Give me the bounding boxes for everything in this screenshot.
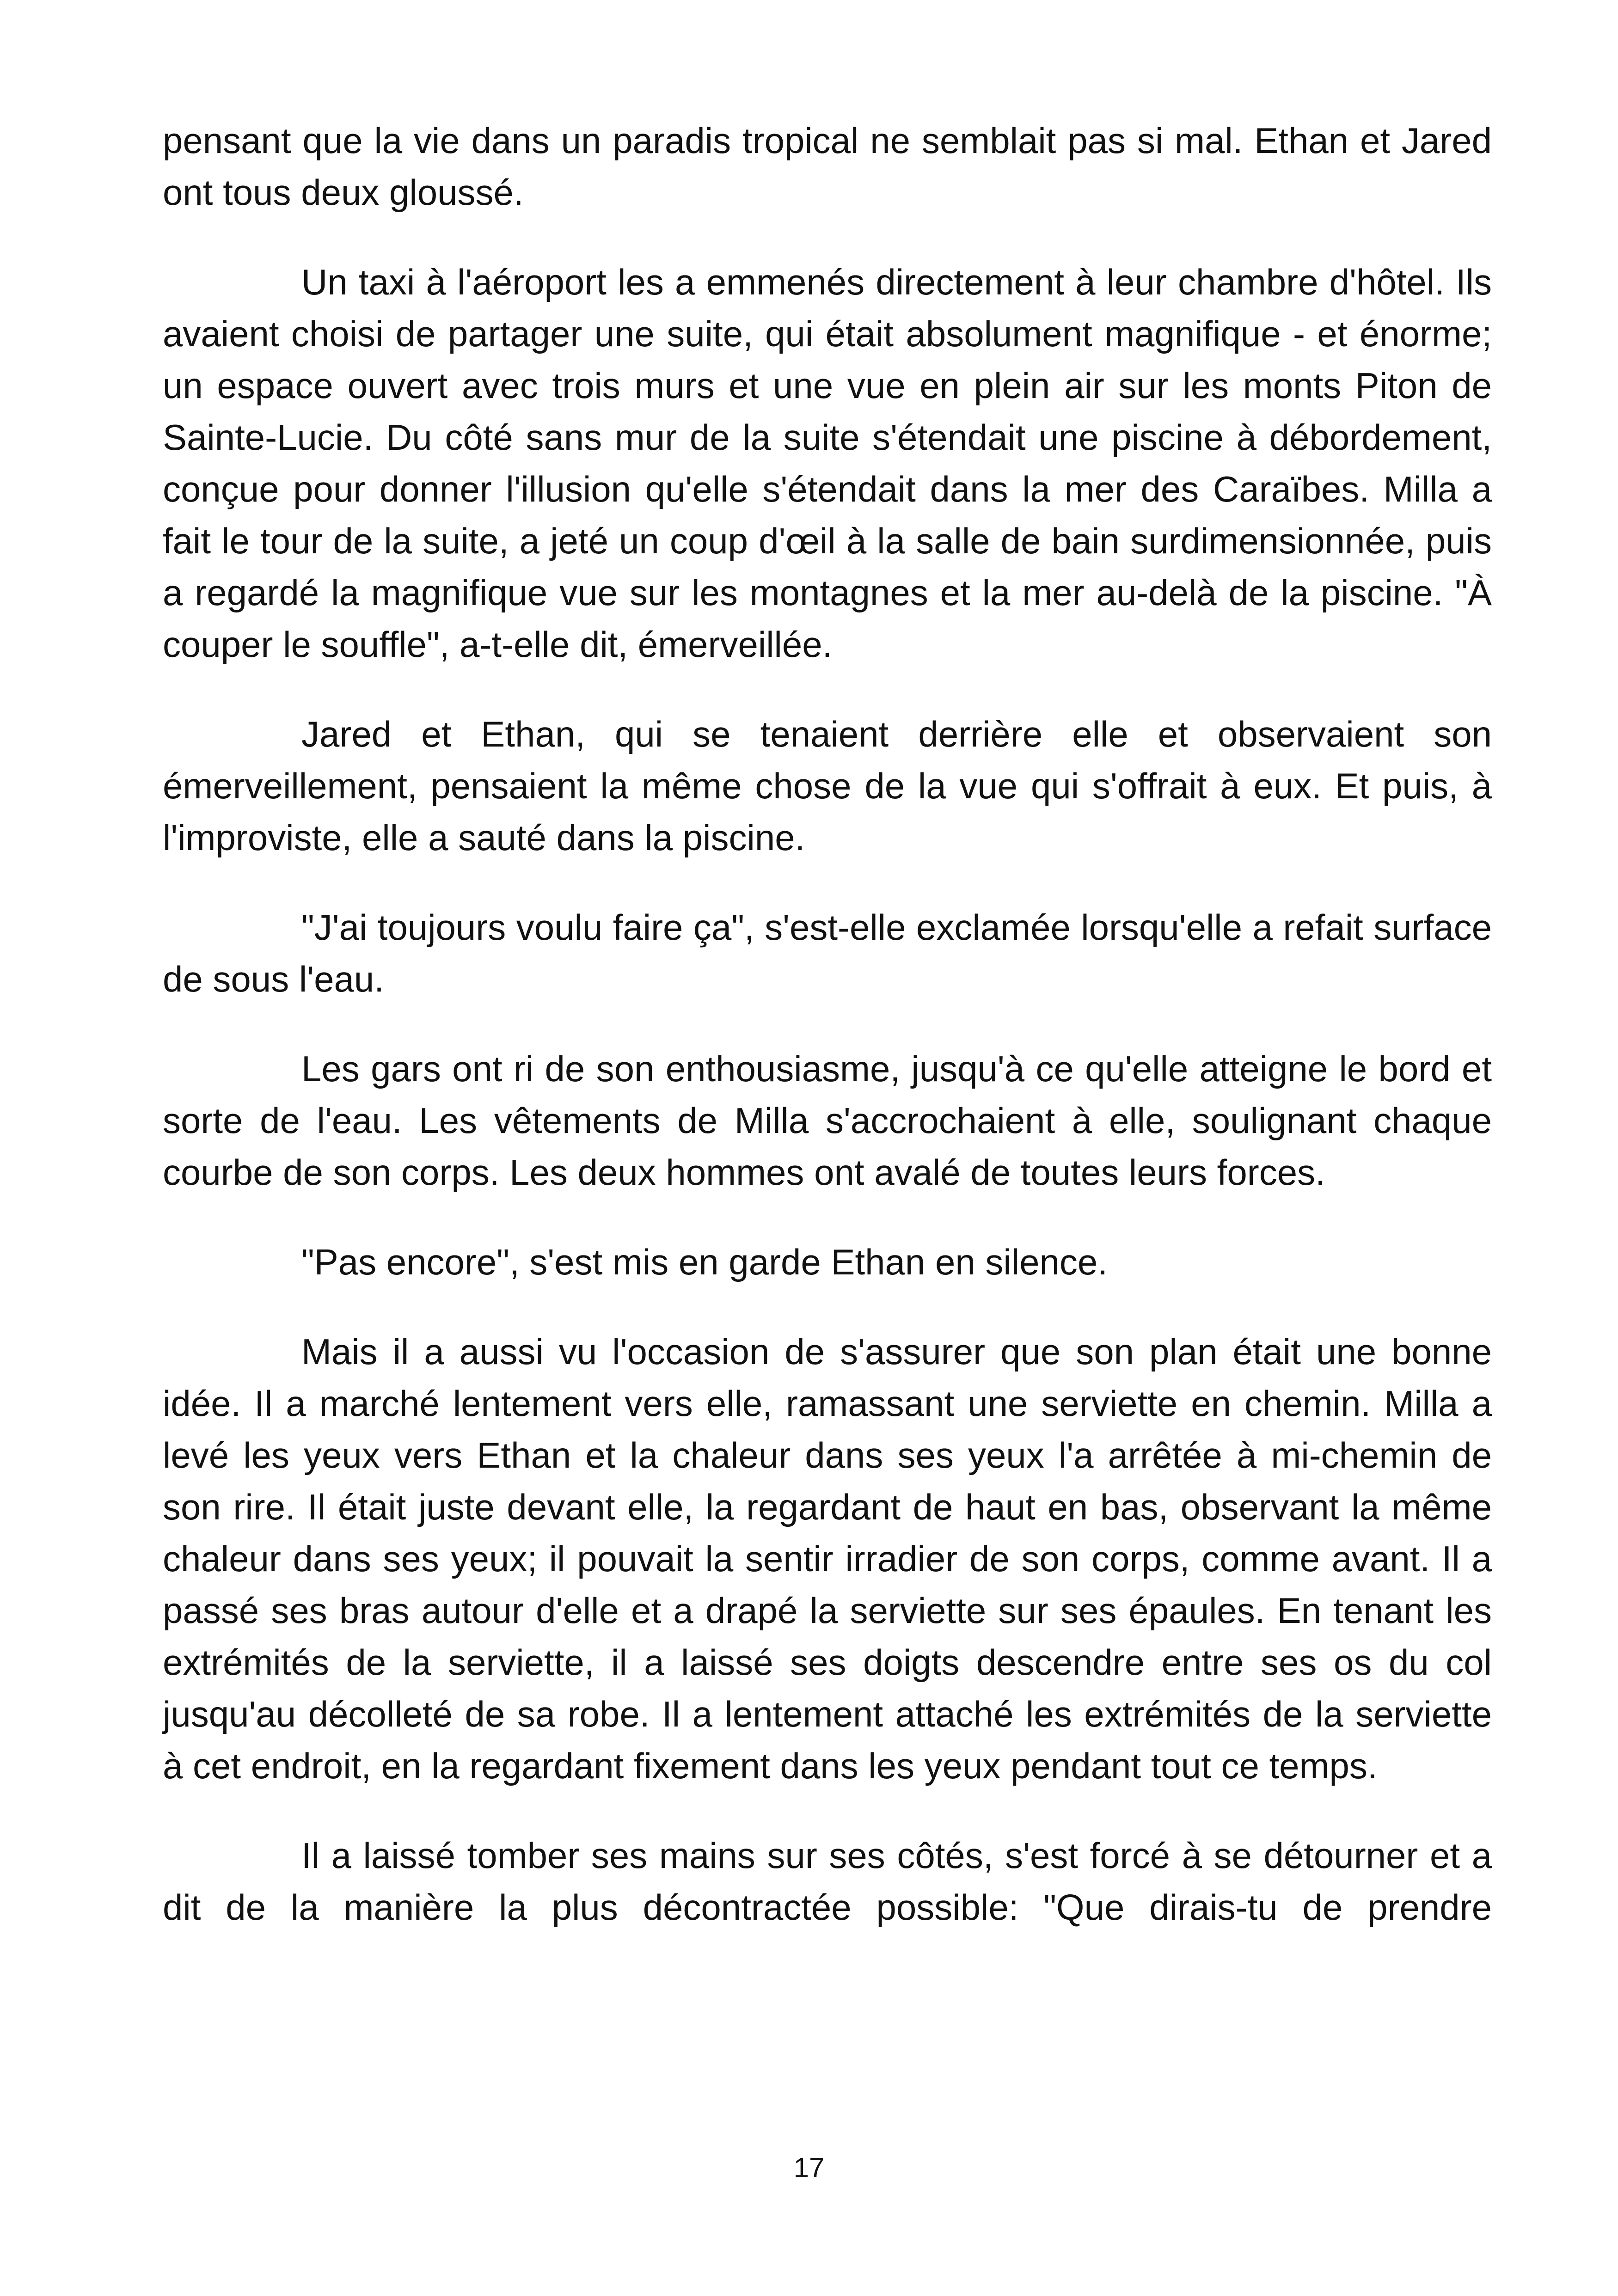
paragraph-continuation: pensant que la vie dans un paradis tropical ne semblait pas si mal. Ethan et Jared ont tous deux gloussé. [163, 120, 1492, 213]
paragraph-towel: Mais il a aussi vu l'occasion de s'assurer que son plan était une bonne idée. Il a marché lentement vers elle, ramassant une serviette en chemin. Milla a levé les yeux vers Ethan et la chaleur dans ses yeux l'a arrêtée à mi-chemin de son rire. Il était juste devant elle, la regardant de haut en bas, observant la même chaleur dans ses yeux; il pouvait la sentir irradier de son corps, comme avant. Il a passé ses bras autour d'elle et a drapé la serviette sur ses épaules. En tenant les extrémités de la serviette, il a laissé ses doigts descendre entre ses os du col jusqu'au décolleté de sa robe. Il a lentement attaché les extrémités de la serviette à cet endroit, en la regardant fixement dans les yeux pendant tout ce temps. [163, 1331, 1492, 1786]
paragraph-pas-encore: "Pas encore", s'est mis en garde Ethan en silence. [301, 1242, 1108, 1282]
paragraph-exclamation: "J'ai toujours voulu faire ça", s'est-elle exclamée lorsqu'elle a refait surface de sous l'eau. [163, 907, 1492, 999]
paragraph-enthusiasm: Les gars ont ri de son enthousiasme, jusqu'à ce qu'elle atteigne le bord et sorte de l'eau. Les vêtements de Milla s'accrochaient à elle, soulignant chaque courbe de son corps. Les deux hommes ont avalé de toutes leurs forces. [163, 1048, 1492, 1193]
body-text [163, 115, 1492, 1933]
paragraph-taxi-hotel: Un taxi à l'aéroport les a emmenés directement à leur chambre d'hôtel. Ils avaient choisi de partager une suite, qui était absolument magnifique - et énorme; un espace ouvert avec trois murs et une vue en plein air sur les monts Piton de Sainte-Lucie. Du côté sans mur de la suite s'étendait une piscine à débordement, conçue pour donner l'illusion qu'elle s'étendait dans la mer des Caraïbes. Milla a fait le tour de la suite, a jeté un coup d'œil à la salle de bain surdimensionnée, puis a regardé la magnifique vue sur les montagnes et la mer au-delà de la piscine. "À couper le souffle", a-t-elle dit, émerveillée. [163, 262, 1492, 665]
paragraph-jared-ethan: Jared et Ethan, qui se tenaient derrière elle et observaient son émerveillement, pensaient la même chose de la vue qui s'offrait à eux. Et puis, à l'improviste, elle a sauté dans la piscine. [163, 714, 1492, 858]
paragraph-hands: Il a laissé tomber ses mains sur ses côtés, s'est forcé à se détourner et a dit de la manière la plus décontractée possible: "Que dirais-tu de prendre [163, 1835, 1492, 1928]
page-number: 17 [793, 2152, 825, 2183]
